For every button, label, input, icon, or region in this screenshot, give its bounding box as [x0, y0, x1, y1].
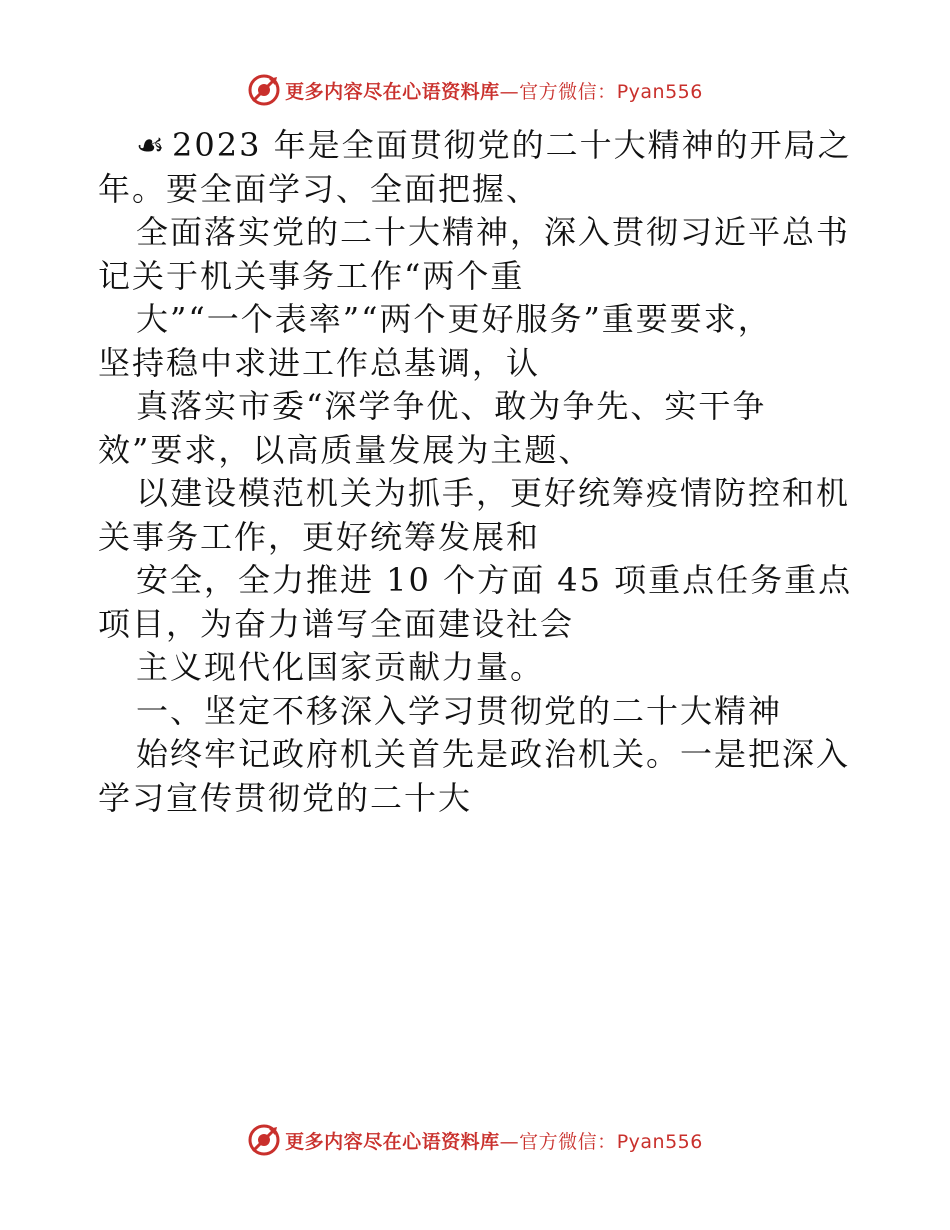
paragraph-line: 记关于机关事务工作“两个重: [98, 256, 525, 295]
brand-logo-icon: [247, 1123, 281, 1157]
section-heading: 一、坚定不移深入学习贯彻党的二十大精神: [136, 691, 783, 730]
paragraph-line: ☙ 2023 年是全面贯彻党的二十大精神的开局之: [98, 124, 858, 168]
document-body: [98, 124, 858, 820]
paragraph-line: 全面落实党的二十大精神，深入贯彻习近平总书: [136, 213, 851, 251]
brand-logo-icon: [247, 73, 281, 107]
paragraph-line: 学习宣传贯彻党的二十大: [98, 778, 473, 817]
paragraph-line: 项目，为奋力谱写全面建设社会: [98, 604, 575, 643]
ornament-icon: ☙: [136, 126, 167, 164]
watermark-text: 更多内容尽在心语资料库—官方微信：Pyan556: [285, 1130, 703, 1153]
paragraph-line: 真落实市委“深学争优、敢为争先、实干争: [136, 387, 767, 425]
paragraph-line: 关事务工作，更好统筹发展和: [98, 517, 541, 556]
paragraph-line: 以建设模范机关为抓手，更好统筹疫情防控和机: [136, 474, 851, 512]
paragraph-line: 坚持稳中求进工作总基调，认: [98, 343, 541, 382]
paragraph-line: 年。要全面学习、全面把握、: [98, 169, 541, 208]
paragraph-line: 安全，全力推进 10 个方面 45 项重点任务重点: [136, 561, 853, 599]
paragraph-line: 大”“一个表率”“两个更好服务”重要要求，: [136, 300, 772, 338]
watermark-text: 更多内容尽在心语资料库—官方微信：Pyan556: [285, 80, 703, 103]
paragraph-line: 始终牢记政府机关首先是政治机关。一是把深入: [136, 735, 851, 773]
paragraph-line: 效”要求，以高质量发展为主题、: [98, 430, 593, 469]
watermark-banner-bottom: [0, 1120, 950, 1160]
paragraph-line: 主义现代化国家贡献力量。: [136, 648, 545, 686]
watermark-banner-top: [0, 70, 950, 110]
